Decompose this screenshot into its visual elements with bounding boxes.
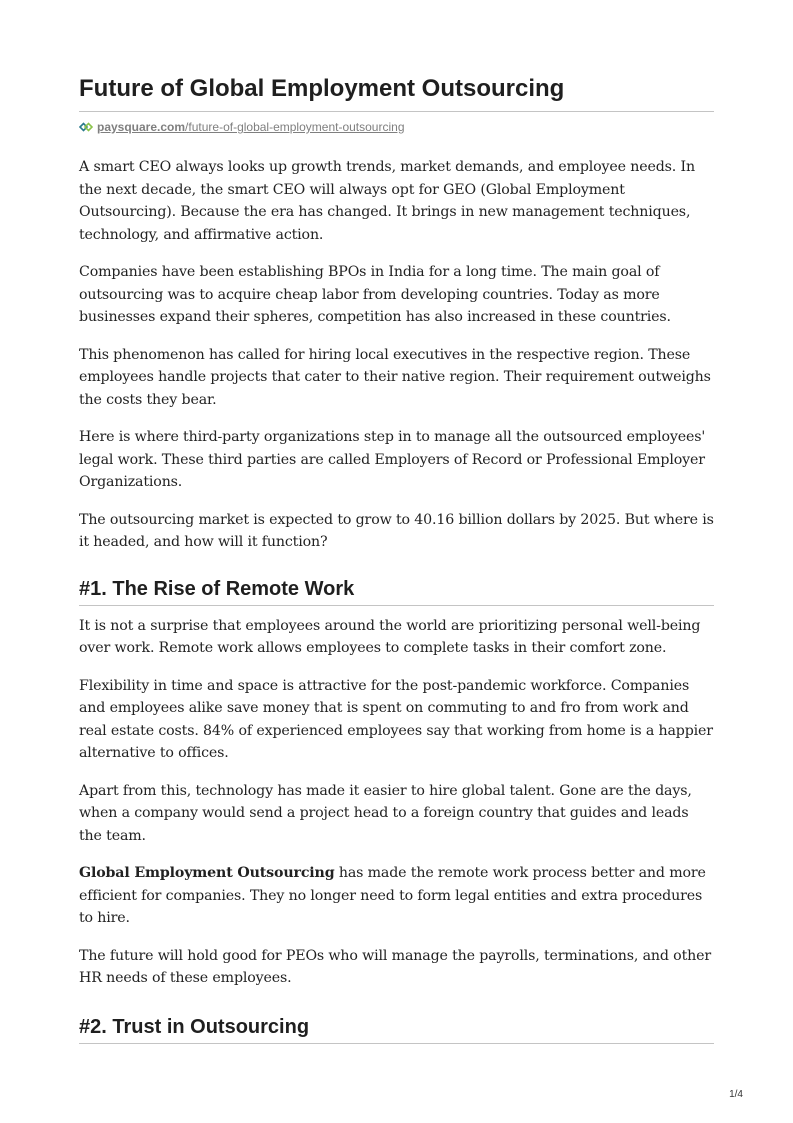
geo-bold-term: Global Employment Outsourcing [79,865,335,881]
section-remote-work-body [79,615,714,990]
source-domain[interactable]: paysquare.com [97,120,186,134]
section-heading-remote-work: #1. The Rise of Remote Work [79,577,714,606]
page-title: Future of Global Employment Outsourcing [79,74,714,112]
source-link[interactable] [79,120,714,134]
source-path[interactable]: /future-of-global-employment-outsourcing [185,120,405,134]
section-heading-trust: #2. Trust in Outsourcing [79,1015,714,1044]
page-number: 1/4 [729,1089,743,1100]
section-paragraph: It is not a surprise that employees around the world are prioritizing personal well-being over work. Remote work allows employees to complete tasks in their comfort zone. [79,617,701,656]
section-paragraph-geo [79,862,714,930]
intro-section [79,156,714,554]
intro-paragraph: This phenomenon has called for hiring local executives in the respective region. These employees handle projects that cater to their native region. Their requirement outweighs the costs they bear. [79,346,711,408]
document-page [79,74,714,1044]
section-paragraph: Flexibility in time and space is attractive for the post-pandemic workforce. Companies and employees alike save money that is spent on commuting to and fro from work and real estate costs. 84% of experienced employees say that working from home is a happier alternative to offices. [79,677,713,761]
geo-paragraph-text: has made the remote work process better and more efficient for companies. They no longer need to form legal entities and extra procedures to hire. [79,865,706,926]
section-paragraph: Apart from this, technology has made it easier to hire global talent. Gone are the days, when a company would send a project head to a foreign country that guides and leads the team. [79,782,692,844]
intro-paragraph: A smart CEO always looks up growth trends, market demands, and employee needs. In the next decade, the smart CEO will always opt for GEO (Global Employment Outsourcing). Because the era has changed. It brings in new management techniques, technology, and affirmative action. [79,159,695,243]
section-paragraph: The future will hold good for PEOs who will manage the payrolls, terminations, and other HR needs of these employees. [79,947,711,986]
paysquare-logo-icon [79,122,93,132]
intro-paragraph: The outsourcing market is expected to grow to 40.16 billion dollars by 2025. But where is it headed, and how will it function? [79,511,714,550]
intro-paragraph: Here is where third-party organizations step in to manage all the outsourced employees' legal work. These third parties are called Employers of Record or Professional Employer Organizations. [79,429,706,490]
intro-paragraph: Companies have been establishing BPOs in India for a long time. The main goal of outsourcing was to acquire cheap labor from developing countries. Today as more businesses expand their spheres, competition has also increased in these countries. [79,264,671,325]
